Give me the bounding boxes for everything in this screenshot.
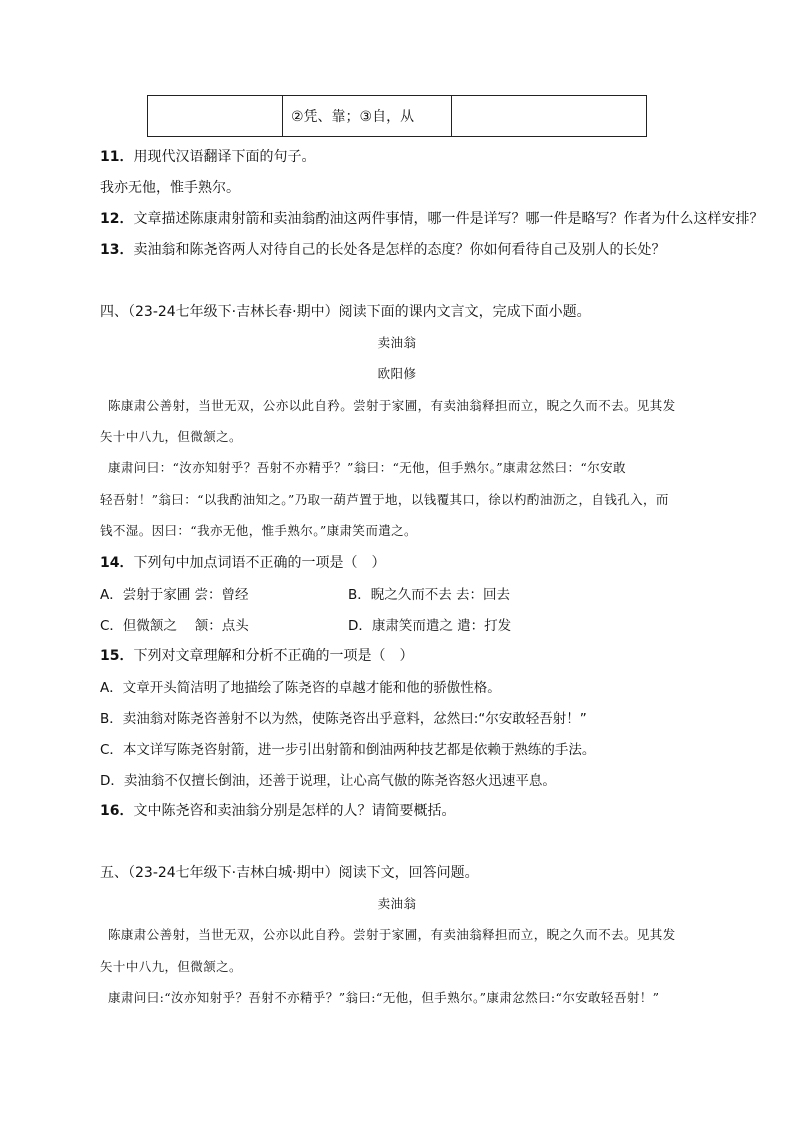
question-12 [100,208,763,228]
option-c: C．但微颔之 颔：点头 [100,618,249,634]
option-d: D．康肃笑而遣之 遣：打发 [348,618,512,634]
option-d: D．卖油翁不仅擅长倒油，还善于说理，让心高气傲的陈尧咨怒火迅速平息。 [100,773,556,789]
question-14 [100,552,385,572]
option-a: A．文章开头简洁明了地描绘了陈尧咨的卓越才能和他的骄傲性格。 [100,680,501,696]
section-5-heading: 五、（23-24七年级下·吉林白城·期中）阅读下文，回答问题。 [100,865,479,881]
table-cell [452,96,647,137]
passage-line: 陈康肃公善射，当世无双，公亦以此自矜。尝射于家圃，有卖油翁释担而立，睨之久而不去。见其发 [108,927,676,942]
passage-line: 康肃问曰：“汝亦知射乎？吾射不亦精乎？”翁曰：“无他，但手熟尔。”康肃忿然曰：“尔安敢 [108,460,626,475]
question-text: 下列句中加点词语不正确的一项是（ ） [133,555,386,571]
question-text: 文章描述陈康肃射箭和卖油翁酌油这两件事情，哪一件是详写？哪一件是略写？作者为什么这样安排？ [133,211,764,227]
question-number: 16． [100,803,134,819]
question-number: 14． [100,555,134,571]
passage-line: 康肃问曰:“汝亦知射乎？吾射不亦精乎？”翁曰:“无他，但手熟尔。”康肃忿然曰:“尔安敢轻吾射！” [108,990,660,1005]
question-number: 12． [100,211,134,227]
table-cell [148,96,283,137]
passage-line: 轻吾射！”翁曰：“以我酌油知之。”乃取一葫芦置于地，以钱覆其口，徐以杓酌油沥之，自钱孔入，而 [100,492,669,507]
passage-author: 欧阳修 [377,366,417,381]
question-16 [100,800,455,820]
question-15 [100,645,413,665]
question-number: 15． [100,648,134,664]
passage-title: 卖油翁 [377,896,417,911]
question-text: 下列对文章理解和分析不正确的一项是（ ） [133,648,414,664]
passage-line: 陈康肃公善射，当世无双，公亦以此自矜。尝射于家圃，有卖油翁释担而立，睨之久而不去。见其发 [108,398,676,413]
answer-table [147,95,647,137]
question-number: 11． [100,149,134,165]
option-c: C．本文详写陈尧咨射箭，进一步引出射箭和倒油两种技艺都是依赖于熟练的手法。 [100,742,596,758]
option-b: B．睨之久而不去 去：回去 [348,587,511,603]
option-b: B．卖油翁对陈尧咨善射不以为然，使陈尧咨出乎意料，忿然曰:“尔安敢轻吾射！” [100,711,587,727]
question-13 [100,239,665,259]
table-cell: ②凭、靠；③自，从 [283,96,452,137]
sentence-to-translate: 我亦无他，惟手熟尔。 [100,180,240,196]
question-text: 用现代汉语翻译下面的句子。 [133,149,316,165]
passage-title: 卖油翁 [377,335,417,350]
option-a: A．尝射于家圃 尝：曾经 [100,587,249,603]
question-11 [100,146,315,166]
passage-line: 钱不湿。因曰：“我亦无他，惟手熟尔。”康肃笑而遣之。 [100,523,417,538]
passage-line: 矢十中八九，但微颔之。 [100,429,242,444]
question-text: 文中陈尧咨和卖油翁分别是怎样的人？请简要概括。 [133,803,456,819]
passage-line: 矢十中八九，但微颔之。 [100,959,242,974]
question-number: 13． [100,242,134,258]
section-4-heading: 四、（23-24七年级下·吉林长春·期中）阅读下面的课内文言文，完成下面小题。 [100,304,591,320]
question-text: 卖油翁和陈尧咨两人对待自己的长处各是怎样的态度？你如何看待自己及别人的长处？ [133,242,666,258]
